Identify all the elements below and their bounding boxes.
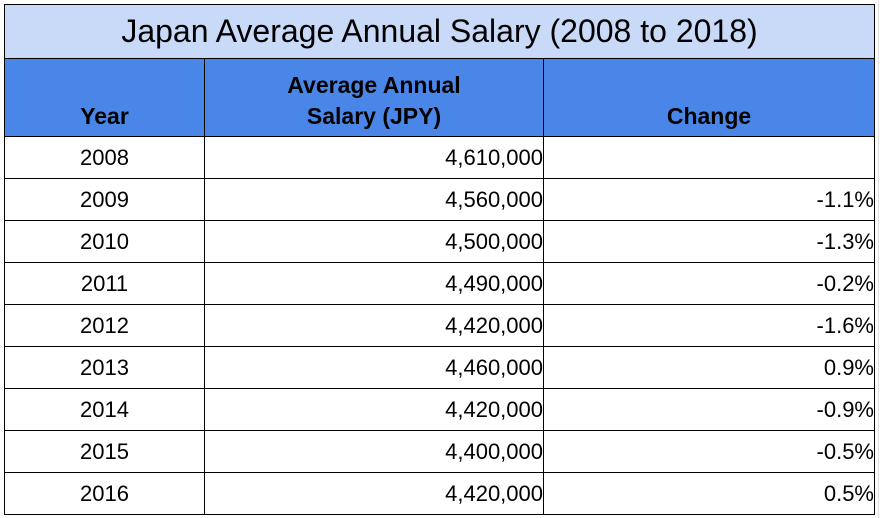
cell-salary[interactable]: 4,500,000 — [205, 221, 544, 263]
cell-change[interactable]: -1.3% — [544, 221, 875, 263]
header-salary[interactable] — [205, 59, 544, 137]
cell-salary[interactable]: 4,400,000 — [205, 431, 544, 473]
title-row — [5, 5, 875, 59]
header-row — [5, 59, 875, 137]
table-row — [5, 137, 875, 179]
cell-change[interactable]: 0.5% — [544, 473, 875, 515]
cell-change[interactable]: -1.6% — [544, 305, 875, 347]
cell-salary[interactable]: 4,420,000 — [205, 473, 544, 515]
cell-year[interactable]: 2009 — [5, 179, 205, 221]
header-salary-text: Average Annual Salary (JPY) — [287, 72, 461, 129]
cell-year[interactable]: 2014 — [5, 389, 205, 431]
cell-salary[interactable]: 4,490,000 — [205, 263, 544, 305]
cell-change[interactable]: -0.2% — [544, 263, 875, 305]
header-change[interactable]: Change — [544, 59, 875, 137]
table-row — [5, 179, 875, 221]
cell-year[interactable]: 2011 — [5, 263, 205, 305]
salary-table — [4, 4, 875, 515]
cell-year[interactable]: 2010 — [5, 221, 205, 263]
cell-change[interactable]: -0.5% — [544, 431, 875, 473]
table-row — [5, 221, 875, 263]
cell-salary[interactable]: 4,420,000 — [205, 389, 544, 431]
column-boundary — [878, 0, 879, 518]
header-year[interactable]: Year — [5, 59, 205, 137]
cell-year[interactable]: 2016 — [5, 473, 205, 515]
cell-year[interactable]: 2008 — [5, 137, 205, 179]
cell-change[interactable]: -1.1% — [544, 179, 875, 221]
table-title[interactable]: Japan Average Annual Salary (2008 to 2018) — [5, 5, 875, 59]
table-row — [5, 347, 875, 389]
table-row — [5, 305, 875, 347]
cell-change[interactable] — [544, 137, 875, 179]
table-row — [5, 431, 875, 473]
cell-salary[interactable]: 4,610,000 — [205, 137, 544, 179]
cell-year[interactable]: 2012 — [5, 305, 205, 347]
cell-year[interactable]: 2013 — [5, 347, 205, 389]
cell-salary[interactable]: 4,420,000 — [205, 305, 544, 347]
table-row — [5, 473, 875, 515]
cell-change[interactable]: -0.9% — [544, 389, 875, 431]
cell-change[interactable]: 0.9% — [544, 347, 875, 389]
table-row — [5, 389, 875, 431]
cell-year[interactable]: 2015 — [5, 431, 205, 473]
cell-salary[interactable]: 4,560,000 — [205, 179, 544, 221]
cell-salary[interactable]: 4,460,000 — [205, 347, 544, 389]
table-row — [5, 263, 875, 305]
